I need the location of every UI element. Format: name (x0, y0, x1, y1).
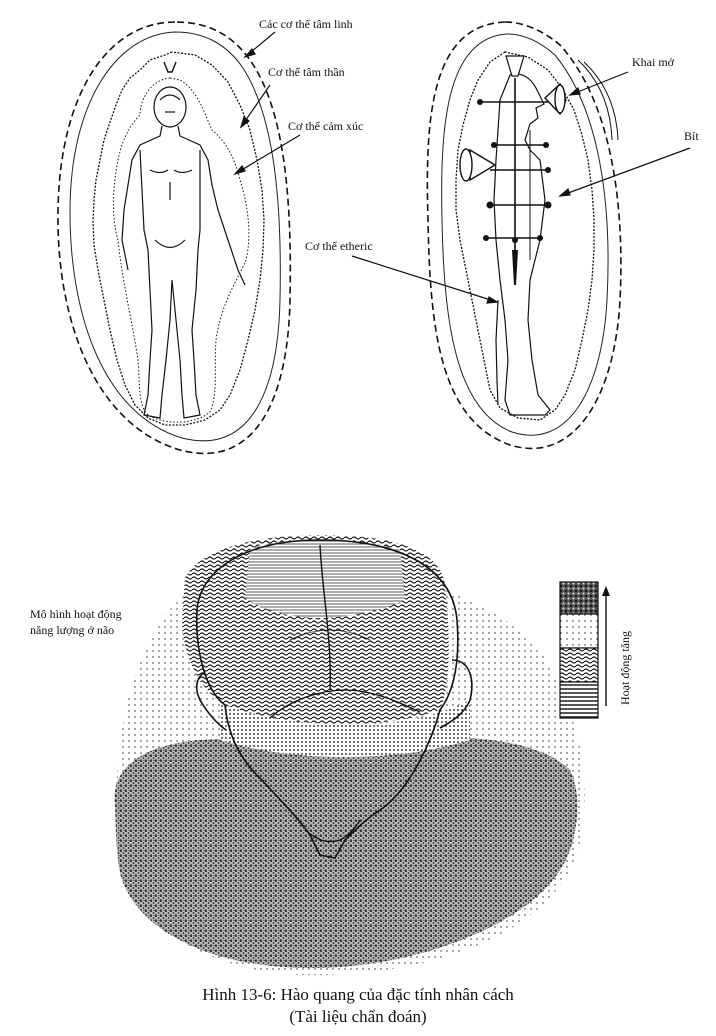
scale-swatch-wavy (560, 648, 598, 682)
brain-energy-illustration (114, 535, 610, 975)
caption-line1: Hình 13-6: Hào quang của đặc tính nhân cách (202, 985, 514, 1004)
label-brain-model-line1: Mô hình hoạt động (30, 607, 122, 621)
right-mental-layer (456, 52, 594, 420)
caption-line2: (Tài liệu chẩn đoán) (289, 1007, 427, 1026)
leader-etheric (352, 256, 497, 302)
scale-swatch-dark (560, 582, 598, 614)
label-blocked: Bít (684, 129, 699, 143)
label-etheric-body: Cơ thể etheric (305, 239, 373, 253)
label-emotional-body: Cơ thể cảm xúc (288, 119, 364, 133)
leader-emotional (235, 135, 300, 174)
leader-blocked (560, 148, 690, 196)
label-activity-increase: Hoạt động tăng (618, 631, 632, 705)
left-outer-aura (58, 22, 290, 453)
heart-chakra-open (470, 150, 495, 180)
scale-swatch-dots (560, 614, 598, 648)
label-spiritual-bodies: Các cơ thể tâm linh (259, 17, 353, 31)
label-mental-body: Cơ thể tâm thần (268, 65, 345, 79)
stippled-neck-region (114, 737, 577, 968)
label-open: Khai mở (632, 55, 675, 69)
left-mental-layer (93, 52, 264, 425)
left-human-figure (122, 62, 245, 418)
left-aura-figure (58, 22, 290, 453)
crown-chakra (506, 56, 524, 76)
right-human-figure (478, 74, 550, 415)
label-brain-model-line2: năng lượng ở não (30, 623, 115, 637)
right-leader-lines (352, 72, 690, 303)
activity-scale-legend (560, 582, 610, 718)
right-spiritual-layer (442, 34, 608, 435)
scale-swatch-hatch (560, 682, 598, 718)
